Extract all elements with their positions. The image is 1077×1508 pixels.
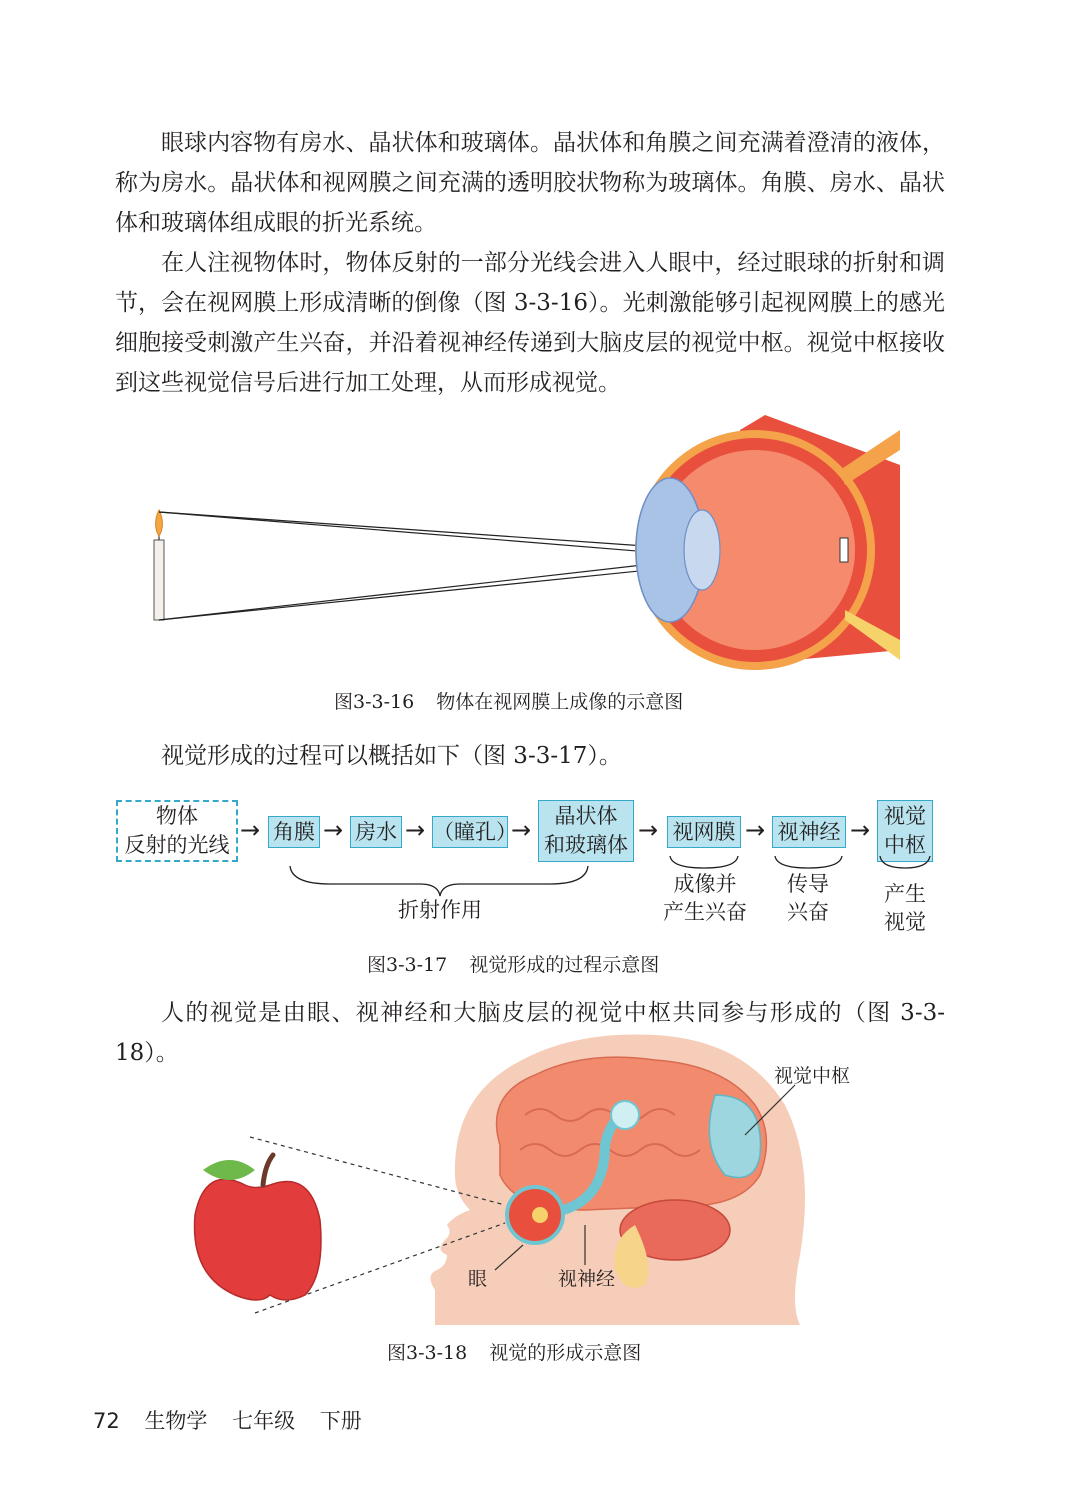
arrow-right-icon: → (323, 816, 344, 844)
text-block-process-intro (115, 736, 945, 776)
label-retina-line1: 成像并 (673, 872, 737, 896)
step-lens-line1: 晶状体 (554, 804, 618, 828)
step-visual-center-line2: 中枢 (884, 833, 926, 857)
candle-illustration (154, 510, 164, 620)
label-refraction: 折射作用 (398, 898, 482, 922)
text-block-top (115, 123, 945, 403)
step-pupil: （瞳孔） (432, 816, 508, 848)
label-visual-center: 视觉中枢 (774, 1065, 851, 1087)
step-optic-nerve: 视神经 (772, 816, 846, 848)
arrow-right-icon: → (405, 816, 426, 844)
paragraph-vision-formation: 人的视觉是由眼、视神经和大脑皮层的视觉中枢共同参与形成的（图 3-3-18）。 (115, 1000, 945, 1066)
label-retina-line2: 产生兴奋 (663, 900, 747, 924)
figure18-number: 图3-3-18 (387, 1342, 468, 1364)
label-center-function (874, 880, 936, 936)
figure17-title: 视觉形成的过程示意图 (469, 954, 660, 976)
book-volume: 下册 (319, 1409, 362, 1433)
arrow-right-icon: → (638, 816, 659, 844)
page-footer (93, 1405, 380, 1435)
step-light-source-line2: 反射的光线 (124, 833, 230, 857)
label-center-line2: 视觉 (884, 910, 926, 934)
label-nerve-line2: 兴奋 (787, 900, 829, 924)
figure17-caption (367, 950, 659, 977)
arrow-right-icon: → (850, 816, 871, 844)
figure-vision-process-flow (0, 790, 1077, 940)
book-subject: 生物学 (144, 1409, 208, 1433)
page-number: 72 (93, 1409, 120, 1433)
step-light-source-line1: 物体 (156, 804, 198, 828)
step-lens-line2: 和玻璃体 (544, 833, 628, 857)
step-cornea: 角膜 (268, 816, 320, 848)
figure18-title: 视觉的形成示意图 (489, 1342, 642, 1364)
figure16-title: 物体在视网膜上成像的示意图 (436, 691, 684, 713)
label-nerve-line1: 传导 (787, 872, 829, 896)
book-grade: 七年级 (232, 1409, 296, 1433)
figure16-caption (334, 687, 683, 714)
eyeball-illustration (635, 415, 900, 670)
label-retina-function (650, 870, 760, 926)
paragraph-eye-contents: 眼球内容物有房水、晶状体和玻璃体。晶状体和角膜之间充满着澄清的液体，称为房水。晶状体和视网膜之间充满的透明胶状物称为玻璃体。角膜、房水、晶状体和玻璃体组成眼的折光系统。 (115, 130, 945, 236)
step-retina: 视网膜 (667, 816, 741, 848)
paragraph-image-formation: 在人注视物体时，物体反射的一部分光线会进入人眼中，经过眼球的折射和调节，会在视网膜上形成清晰的倒像（图 3-3-16）。光刺激能够引起视网膜上的感光细胞接受刺激产生兴奋，并沿着视神经传递到大脑皮层的视觉中枢。视觉中枢接收到这些视觉信号后进行加工处理，从而形成视觉。 (115, 250, 945, 396)
figure18-caption (387, 1338, 641, 1365)
arrow-right-icon: → (745, 816, 766, 844)
label-optic-nerve: 视神经 (558, 1268, 616, 1290)
figure17-number: 图3-3-17 (367, 954, 448, 976)
apple-illustration (195, 1155, 322, 1300)
step-aqueous-humor: 房水 (350, 816, 402, 848)
label-center-line1: 产生 (884, 882, 926, 906)
arrow-right-icon: → (511, 816, 532, 844)
arrow-right-icon: → (240, 816, 261, 844)
label-eye: 眼 (468, 1268, 488, 1290)
step-visual-center-line1: 视觉 (884, 804, 926, 828)
paragraph-process-intro: 视觉形成的过程可以概括如下（图 3-3-17）。 (161, 743, 622, 769)
figure-eye-image-formation (140, 410, 900, 675)
label-nerve-function (770, 870, 846, 926)
figure16-number: 图3-3-16 (334, 691, 415, 713)
